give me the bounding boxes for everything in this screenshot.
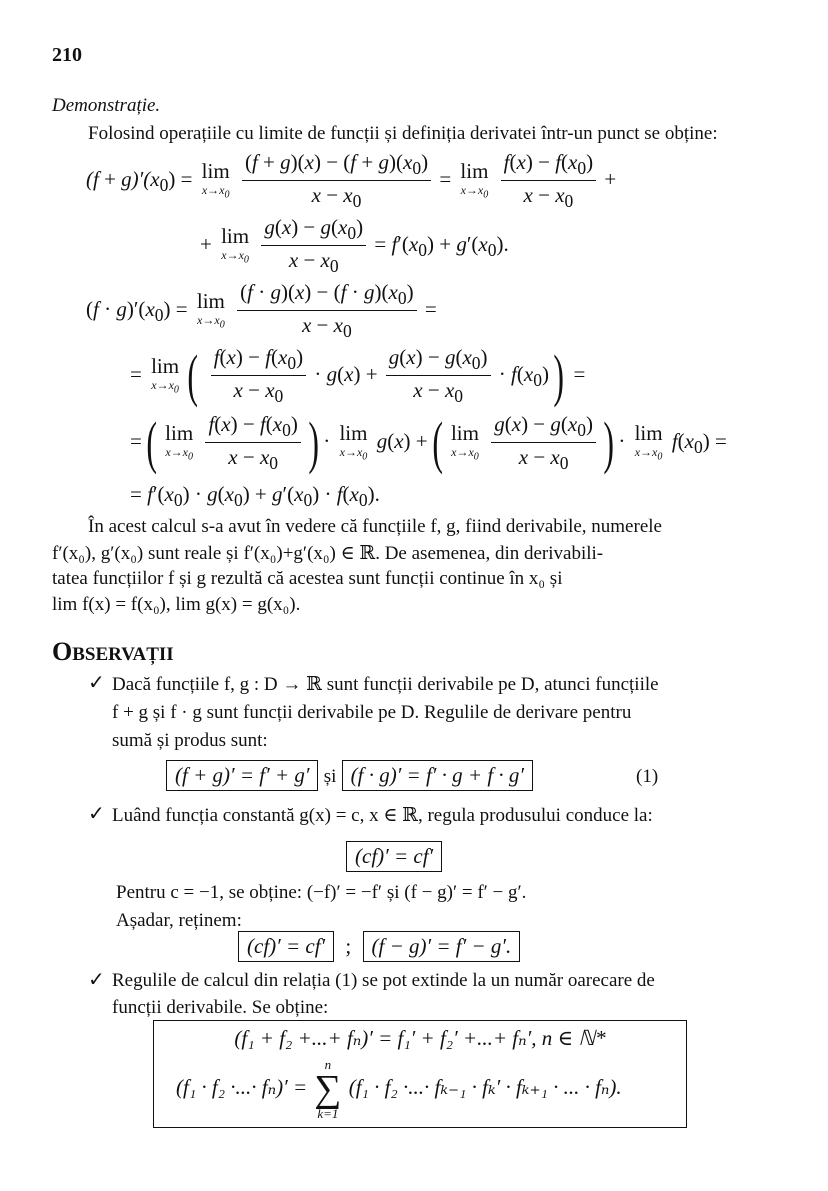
calc-note-line1: În acest calcul s-a avut în vedere că funcțiile f, g, fiind derivabile, numerele: [88, 516, 662, 537]
demonstration-title: Demonstrație.: [52, 95, 161, 116]
formula-product-step2: =( lim $x\to x_0$ $\frac{f(x) - f(x_0)}{x - x_0}$ ) · lim $x\to x_0$ g(x) +( lim $x\to x_0$ $\frac{g(x) - g(x_0)}{x - x_0}$ ) · lim $x\to x_0$ $f(x_0)$ =: [130, 409, 727, 475]
obs1-rules: [166, 760, 533, 791]
calc-note-line3: tatea funcțiilor f și g rezultă că acestea sunt funcții continue în x₀ și: [52, 568, 563, 589]
retain-box-b: (f − g)′ = f′ − g′.: [363, 931, 521, 962]
obs2-boxed: [346, 841, 442, 872]
observations-heading-cap: O: [52, 637, 73, 666]
obs1-line1: Dacă funcțiile f, g : D → ℝ sunt funcții derivabile pe D, atunci funcțiile: [112, 674, 659, 695]
check-icon: ✓: [88, 967, 105, 991]
observations-heading: [52, 637, 174, 667]
formula-sum-derivative: $(f + g)'(x_0)$ = lim $x\to x_0$ $\frac{(f + g)(x) - (f + g)(x_0)}{x - x_0}$ = lim $x\to x_0$ $\frac{f(x) - f(x_0)}{x - x_0}$ +: [86, 150, 617, 212]
obs3-line1: Regulile de calcul din relația (1) se pot extinde la un număr oarecare de: [112, 970, 655, 991]
retain-separator: ;: [345, 934, 352, 958]
obs1-line2: f + g și f · g sunt funcții derivabile pe D. Regulile de derivare pentru: [112, 702, 632, 723]
obs2-retain-boxes: [238, 931, 520, 962]
formula-product-result: = $f'(x_0) \cdot g(x_0) + g'(x_0) \cdot f(x_0)$.: [130, 482, 380, 511]
observations-heading-rest: BSERVAȚII: [72, 644, 174, 665]
calc-note-line2: f′(x₀), g′(x₀) sunt reale și f′(x₀)+g′(x₀) ∈ ℝ. De asemenea, din derivabili-: [52, 543, 604, 564]
sum-sign: n ∑ k=1: [314, 1057, 342, 1122]
general-product-right: (f₁ · f₂ ·...· fₖ₋₁ · fₖ′ · fₖ₊₁ · ... · fₙ).: [348, 1074, 622, 1099]
sum-lower: k=1: [317, 1106, 339, 1122]
check-icon: ✓: [88, 670, 105, 694]
rule-connector: și: [323, 766, 337, 787]
demonstration-intro: Folosind operațiile cu limite de funcții și definiția derivatei într-un punct se obține:: [88, 123, 718, 144]
rule-sum-box: (f + g)′ = f′ + g′: [166, 760, 318, 791]
obs2-line2: Pentru c = −1, se obține: (−f)′ = −f′ și (f − g)′ = f′ − g′.: [116, 882, 527, 903]
calc-note-line4: lim f(x) = f(x₀), lim g(x) = g(x₀).: [52, 594, 301, 615]
check-icon: ✓: [88, 801, 105, 825]
retain-box-a: (cf)′ = cf′: [238, 931, 334, 962]
rule-product-box: (f · g)′ = f′ · g + f · g′: [342, 760, 533, 791]
formula-sum-derivative-cont: + lim $x\to x_0$ $\frac{g(x) - g(x_0)}{x - x_0}$ = $f'(x_0) + g'(x_0)$.: [200, 215, 509, 277]
page-number: 210: [52, 44, 82, 66]
const-rule-box: (cf)′ = cf′: [346, 841, 442, 872]
obs1-line3: sumă și produs sunt:: [112, 730, 268, 751]
formula-product-derivative: $(f \cdot g)'(x_0)$ = lim $x\to x_0$ $\frac{(f \cdot g)(x) - (f \cdot g)(x_0)}{x - x_0}$ =: [86, 280, 437, 342]
formula-product-step1: = lim $x\to x_0$ ( $\frac{f(x) - f(x_0)}{x - x_0}$ · g(x) + $\frac{g(x) - g(x_0)}{x - x_0}$ · $f(x_0)$) =: [130, 342, 586, 408]
obs2-line1: Luând funcția constantă g(x) = c, x ∈ ℝ, regula produsului conduce la:: [112, 805, 653, 826]
eq-number: (1): [636, 766, 659, 787]
general-product-formula: [176, 1058, 622, 1120]
obs3-line2: funcții derivabile. Se obține:: [112, 997, 329, 1018]
general-sum-formula: (f₁ + f₂ +...+ fₙ)′ = f₁′ + f₂′ +...+ fₙ′, n ∈ ℕ*: [234, 1026, 606, 1050]
sum-upper: n: [324, 1057, 332, 1072]
general-product-left: (f₁ · f₂ ·...· fₙ)′ =: [176, 1074, 308, 1099]
obs2-line3: Așadar, reținem:: [116, 910, 242, 931]
